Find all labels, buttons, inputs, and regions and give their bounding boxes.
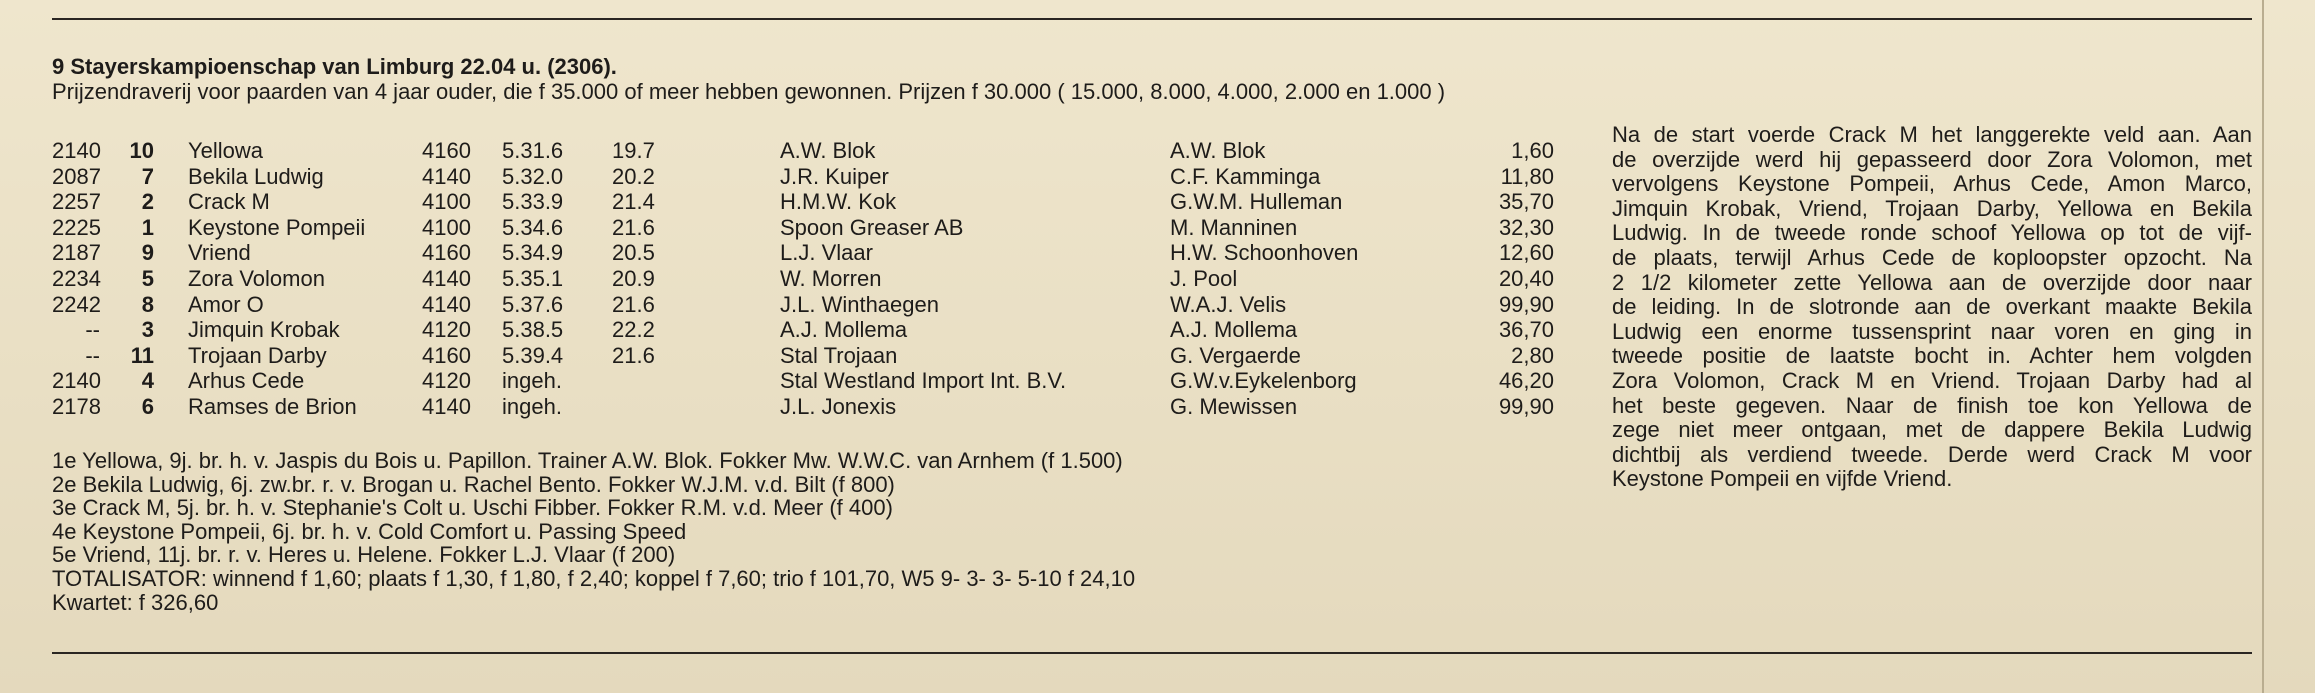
race-title: 9 Stayerskampioenschap van Limburg 22.04 u. (2306). xyxy=(52,54,617,79)
result-code: 2257 xyxy=(52,189,101,215)
result-km: 21.4 xyxy=(612,189,655,215)
result-nr: 6 xyxy=(141,394,154,419)
result-time: ingeh. xyxy=(502,394,562,419)
result-dist: 4100 xyxy=(422,189,471,215)
result-dist: 4160 xyxy=(422,342,471,368)
result-name: Arhus Cede xyxy=(188,368,305,394)
result-driver: G.W.v.Eykelenborg xyxy=(1170,368,1357,394)
result-km: 20.9 xyxy=(612,266,655,291)
result-odds: 46,20 xyxy=(1498,368,1554,394)
result-time: 5.37.6 xyxy=(502,291,564,317)
result-name: Trojaan Darby xyxy=(188,342,327,368)
bottom-rule xyxy=(52,652,2252,654)
result-km: 22.2 xyxy=(612,317,655,343)
result-time: 5.39.4 xyxy=(502,342,564,368)
result-code: 2178 xyxy=(52,394,101,419)
result-driver: G. Vergaerde xyxy=(1170,342,1301,368)
prize-line: 2e Bekila Ludwig, 6j. zw.br. r. v. Brogan u. Rachel Bento. Fokker W.J.M. v.d. Bilt (f 800) xyxy=(52,471,895,497)
result-odds: 11,80 xyxy=(1500,163,1554,189)
top-rule xyxy=(52,18,2252,20)
result-driver: G. Mewissen xyxy=(1170,394,1298,419)
report-line: het beste gegeven. Naar de finish toe kon Yellowa de xyxy=(1612,392,2252,418)
result-time: 5.34.9 xyxy=(502,240,564,266)
report-line: de plaats, terwijl Arhus Cede de koploopster opzocht. Na xyxy=(1612,245,2252,270)
result-odds: 36,70 xyxy=(1498,317,1554,343)
result-odds: 99,90 xyxy=(1498,291,1554,317)
result-km: 19.7 xyxy=(612,138,655,163)
page-edge xyxy=(2262,0,2264,693)
result-owner: J.L. Winthaegen xyxy=(780,291,939,317)
report-line: Na de start voerde Crack M het langgerekte veld aan. Aan xyxy=(1612,122,2252,147)
result-code: -- xyxy=(85,317,100,343)
report-line: tweede positie de laatste bocht in. Achter hem volgden xyxy=(1612,343,2252,369)
result-owner: Stal Trojaan xyxy=(780,342,898,368)
result-code: 2087 xyxy=(52,163,101,189)
result-name: Jimquin Krobak xyxy=(188,317,340,343)
prize-line: 4e Keystone Pompeii, 6j. br. h. v. Cold Comfort u. Passing Speed xyxy=(52,518,687,544)
result-name: Ramses de Brion xyxy=(188,394,357,419)
result-owner: A.W. Blok xyxy=(780,138,876,163)
result-time: 5.38.5 xyxy=(502,317,564,343)
result-km: 20.2 xyxy=(612,163,655,189)
result-row xyxy=(52,368,1572,394)
result-dist: 4160 xyxy=(422,138,471,163)
report-line: Keystone Pompeii en vijfde Vriend. xyxy=(1612,466,1953,492)
result-time: ingeh. xyxy=(502,368,562,394)
result-nr: 11 xyxy=(130,342,154,368)
result-dist: 4140 xyxy=(422,266,471,291)
result-code: -- xyxy=(85,342,100,368)
result-dist: 4140 xyxy=(422,291,471,317)
result-name: Crack M xyxy=(188,189,270,215)
result-row xyxy=(52,215,1572,241)
result-owner: Stal Westland Import Int. B.V. xyxy=(780,368,1067,394)
result-driver: A.J. Mollema xyxy=(1170,317,1298,343)
report-line: de leiding. In de slotronde aan de overkant maakte Bekila xyxy=(1612,294,2252,320)
result-nr: 7 xyxy=(141,163,154,189)
result-driver: W.A.J. Velis xyxy=(1170,291,1287,317)
result-dist: 4120 xyxy=(422,317,471,343)
result-code: 2234 xyxy=(52,266,101,291)
report-line: zege niet meer ontgaan, met de dappere Bekila Ludwig xyxy=(1612,417,2252,443)
result-driver: M. Manninen xyxy=(1170,214,1298,240)
result-row xyxy=(52,292,1572,318)
result-km: 20.5 xyxy=(612,240,655,266)
result-time: 5.32.0 xyxy=(502,163,564,189)
result-dist: 4160 xyxy=(422,240,471,266)
result-nr: 8 xyxy=(141,291,154,317)
result-odds: 2,80 xyxy=(1511,342,1554,368)
result-owner: Spoon Greaser AB xyxy=(780,214,964,240)
result-time: 5.31.6 xyxy=(502,138,564,163)
result-dist: 4140 xyxy=(422,163,471,189)
result-owner: A.J. Mollema xyxy=(780,317,908,343)
result-row xyxy=(52,164,1572,190)
result-name: Yellowa xyxy=(188,138,264,163)
result-odds: 20,40 xyxy=(1498,266,1554,291)
result-row xyxy=(52,266,1572,292)
result-odds: 1,60 xyxy=(1511,138,1554,163)
result-row xyxy=(52,138,1572,164)
result-name: Vriend xyxy=(188,240,251,266)
result-time: 5.33.9 xyxy=(502,189,564,215)
result-owner: J.R. Kuiper xyxy=(780,163,889,189)
report-line: vervolgens Keystone Pompeii, Arhus Cede, Amon Marco, xyxy=(1612,171,2252,197)
result-odds: 99,90 xyxy=(1498,394,1554,419)
result-time: 5.35.1 xyxy=(502,266,564,291)
prize-line: 5e Vriend, 11j. br. r. v. Heres u. Helene. Fokker L.J. Vlaar (f 200) xyxy=(52,542,676,568)
report-line: Ludwig een enorme tussensprint naar voren en ging in xyxy=(1612,318,2252,344)
result-driver: J. Pool xyxy=(1170,266,1238,291)
prize-line: 3e Crack M, 5j. br. h. v. Stephanie's Colt u. Uschi Fibber. Fokker R.M. v.d. Meer (f 400) xyxy=(52,495,893,521)
report-line: Zora Volomon, Crack M en Vriend. Trojaan Darby had al xyxy=(1612,368,2252,393)
result-owner: W. Morren xyxy=(780,266,882,291)
result-owner: L.J. Vlaar xyxy=(780,240,873,266)
report-line: de overzijde werd hij gepasseerd door Zora Volomon, met xyxy=(1612,146,2252,172)
result-time: 5.34.6 xyxy=(502,214,564,240)
report-line: Ludwig. In de tweede ronde schoof Yellowa op tot de vijf- xyxy=(1612,220,2252,246)
result-name: Keystone Pompeii xyxy=(188,214,366,240)
report-line: 2 1/2 kilometer zette Yellowa aan de overzijde door naar xyxy=(1612,269,2252,295)
result-code: 2140 xyxy=(52,368,101,394)
result-dist: 4100 xyxy=(422,214,471,240)
result-nr: 5 xyxy=(141,266,154,291)
result-code: 2242 xyxy=(52,291,101,317)
result-row xyxy=(52,240,1572,266)
result-owner: H.M.W. Kok xyxy=(780,189,897,215)
result-km: 21.6 xyxy=(612,214,655,240)
result-row xyxy=(52,394,1572,420)
result-name: Zora Volomon xyxy=(188,266,325,291)
result-code: 2187 xyxy=(52,240,101,266)
report-line: Jimquin Krobak, Vriend, Trojaan Darby, Yellowa en Bekila xyxy=(1612,195,2252,221)
result-km: 21.6 xyxy=(612,291,655,317)
result-driver: G.W.M. Hulleman xyxy=(1170,189,1343,215)
result-owner: J.L. Jonexis xyxy=(780,394,897,419)
result-km: 21.6 xyxy=(612,342,655,368)
result-code: 2225 xyxy=(52,214,101,240)
result-row xyxy=(52,343,1572,369)
result-name: Amor O xyxy=(188,291,264,317)
result-row xyxy=(52,189,1572,215)
result-nr: 9 xyxy=(141,240,154,266)
result-name: Bekila Ludwig xyxy=(188,163,324,189)
result-nr: 2 xyxy=(141,189,154,215)
result-code: 2140 xyxy=(52,138,101,163)
prize-line: Kwartet: f 326,60 xyxy=(52,589,219,615)
result-driver: C.F. Kamminga xyxy=(1170,163,1321,189)
result-dist: 4140 xyxy=(422,394,471,419)
result-driver: H.W. Schoonhoven xyxy=(1170,240,1359,266)
race-conditions: Prijzendraverij voor paarden van 4 jaar ouder, die f 35.000 of meer hebben gewonnen. Prijzen f 30.000 ( 15.000, 8.000, 4.000, 2.000 en 1.000 ) xyxy=(52,79,1446,104)
result-nr: 1 xyxy=(141,214,154,240)
result-row xyxy=(52,317,1572,343)
result-nr: 3 xyxy=(141,317,154,343)
prize-line: 1e Yellowa, 9j. br. h. v. Jaspis du Bois u. Papillon. Trainer A.W. Blok. Fokker Mw. W.W.C. van Arnhem (f 1.500) xyxy=(52,448,1123,473)
result-dist: 4120 xyxy=(422,368,471,394)
result-driver: A.W. Blok xyxy=(1170,138,1266,163)
prize-line: TOTALISATOR: winnend f 1,60; plaats f 1,30, f 1,80, f 2,40; koppel f 7,60; trio f 101,70, W5 9- 3- 3- 5-10 f 24,10 xyxy=(52,566,1136,591)
result-odds: 32,30 xyxy=(1498,214,1554,240)
result-nr: 10 xyxy=(129,138,154,163)
report-line: dichtbij als verdiend tweede. Derde werd Crack M voor xyxy=(1612,441,2252,467)
result-nr: 4 xyxy=(141,368,154,394)
result-odds: 35,70 xyxy=(1498,189,1554,215)
result-odds: 12,60 xyxy=(1498,240,1554,266)
